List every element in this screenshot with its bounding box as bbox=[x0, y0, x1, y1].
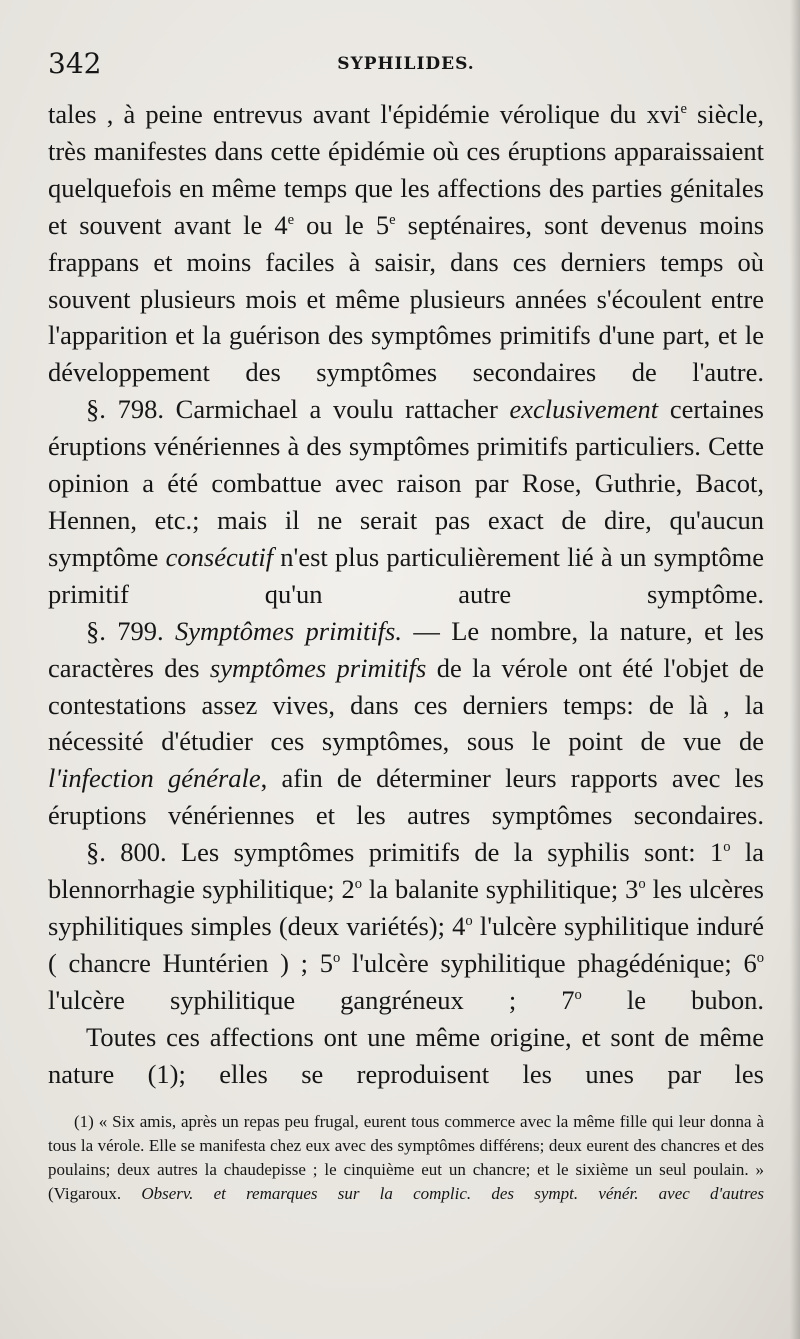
text-segment: §. 800. Les symptômes primitifs de la syphilis sont: 1 bbox=[86, 837, 724, 868]
text-segment: la balanite syphilitique; 3 bbox=[362, 874, 639, 905]
text-segment: Symptômes primitifs. bbox=[174, 615, 402, 646]
text-segment: ou le 5 bbox=[294, 209, 390, 240]
text-segment: e bbox=[389, 211, 396, 228]
paragraph-toutes bbox=[48, 1019, 764, 1093]
text-segment: — Le nombre, la nature, et les caractères des bbox=[48, 615, 764, 683]
body-text bbox=[48, 96, 764, 1092]
text-segment: septénaires, sont devenus moins frappans et moins faciles à saisir, dans ces derniers temps où souvent plusieurs mois et même plusieurs années s'écoulent entre l'apparition et la guérison des symptômes primitifs d'une part, et le développement des symptômes secondaires de l'autre. bbox=[48, 209, 765, 388]
text-segment: les ulcères syphilitiques simples (deux variétés); 4 bbox=[48, 874, 764, 941]
text-segment: o bbox=[332, 950, 341, 967]
footnote-1 bbox=[48, 1110, 764, 1205]
text-segment: §. 798. Carmichael a voulu rattacher bbox=[86, 394, 510, 425]
text-segment: l'ulcère syphilitique gangréneux ; 7 bbox=[48, 984, 575, 1015]
text-segment: l'ulcère syphilitique induré ( chancre Huntérien ) ; 5 bbox=[48, 910, 764, 978]
paragraph-section-800 bbox=[48, 834, 764, 1019]
text-segment: o bbox=[638, 876, 646, 893]
page-header bbox=[48, 44, 764, 84]
page-number: 342 bbox=[48, 47, 102, 80]
text-segment: tales , à peine entrevus avant l'épidémie vérolique du xvi bbox=[48, 99, 681, 129]
text-segment: §. 799. bbox=[86, 615, 175, 646]
text-segment: de la vérole ont été l'objet de contestations assez vives, dans ces derniers temps: de là , la nécessité d'étudier ces symptômes, sous le point de vue de bbox=[48, 652, 764, 757]
text-segment: le bubon. bbox=[581, 984, 764, 1015]
text-segment: e bbox=[680, 101, 687, 118]
text-segment: la blennorrhagie syphilitique; 2 bbox=[48, 837, 764, 905]
text-segment: l'infection générale bbox=[48, 763, 261, 794]
text-segment: consécutif bbox=[165, 541, 274, 572]
text-segment: n'est plus particulièrement lié à un symptôme primitif qu'un autre symptôme. bbox=[48, 541, 765, 609]
text-segment: e bbox=[287, 211, 295, 228]
text-segment: exclusivement bbox=[509, 394, 659, 425]
text-segment: , afin de déterminer leurs rapports avec les éruptions vénériennes et les autres symptômes secondaires. bbox=[48, 763, 764, 831]
text-segment: o bbox=[354, 876, 363, 893]
text-segment: o bbox=[756, 950, 764, 967]
footnote-segment: (1) « Six amis, après un repas peu frugal, eurent tous commerce avec la même fille qui leur donna à tous la vérole. Elle se manifesta chez eux avec des symptômes différens; deux eurent des chancres et des poulains; deux autres la chaudepisse ; le cinquième eut un chancre; et le sixième un seul poulain. » (Vigaroux. bbox=[48, 1112, 764, 1203]
paragraph-continuation bbox=[48, 96, 764, 391]
text-segment: l'ulcère syphilitique phagédénique; 6 bbox=[340, 947, 757, 978]
running-head: SYPHILIDES. bbox=[337, 54, 475, 74]
footnotes bbox=[48, 1110, 764, 1205]
text-segment: Toutes ces affections ont une même origine, et sont de même nature (1); elles se reproduisent les unes par les bbox=[48, 1021, 764, 1089]
text-segment: o bbox=[465, 913, 473, 930]
paragraph-section-799 bbox=[48, 613, 764, 834]
text-segment: symptômes primitifs bbox=[209, 652, 427, 683]
text-segment: certaines éruptions vénériennes à des symptômes primitifs particuliers. Cette opinion a été combattue avec raison par Rose, Guthrie, Bacot, Hennen, etc.; mais il ne serait pas exact de dire, qu'aucun symptôme bbox=[48, 394, 764, 572]
text-segment: siècle, très manifestes dans cette épidémie où ces éruptions apparaissaient quelquefois en même temps que les affections des parties génitales et souvent avant le 4 bbox=[48, 99, 764, 240]
footnote-segment: Observ. et remarques sur la complic. des sympt. vénér. avec d'autres bbox=[141, 1183, 764, 1203]
text-segment: o bbox=[723, 839, 731, 856]
text-segment: o bbox=[574, 986, 582, 1003]
paragraph-section-798 bbox=[48, 391, 764, 612]
